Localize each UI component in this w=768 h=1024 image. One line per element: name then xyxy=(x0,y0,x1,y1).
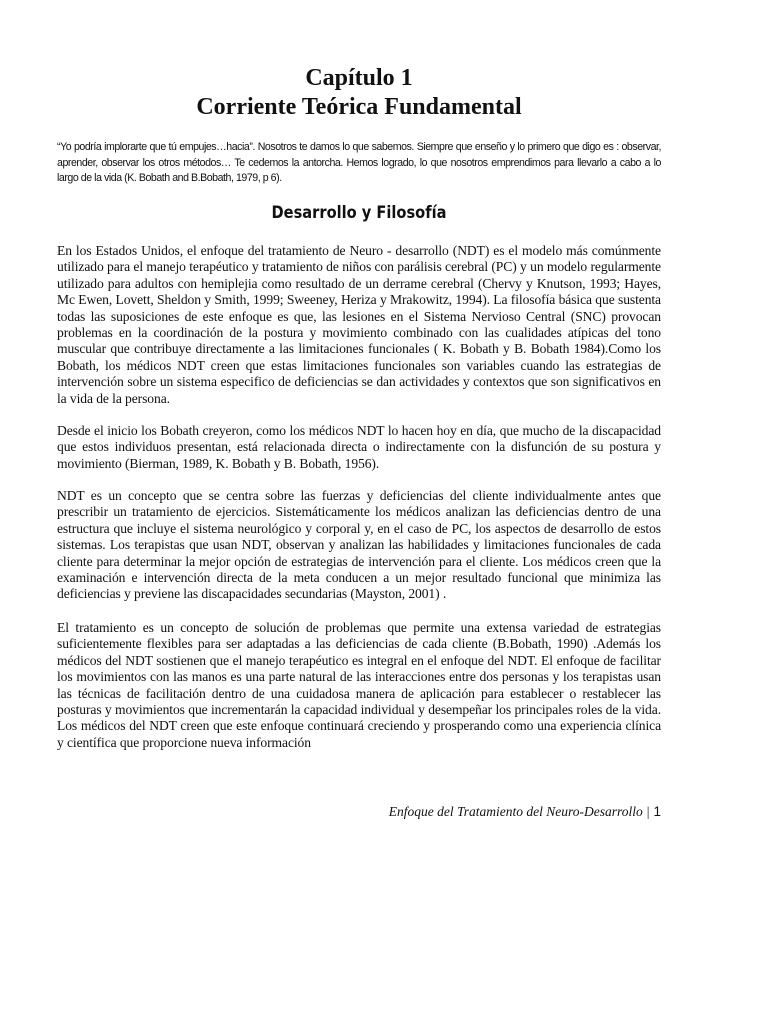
page-number: 1 xyxy=(653,804,661,819)
body-paragraph: En los Estados Unidos, el enfoque del tratamiento de Neuro - desarrollo (NDT) es el modelo más comúnmente utilizado para el manejo terapéutico y tratamiento de niños con parálisis cerebral (PC) y un modelo regularmente utilizado para adultos con hemiplejia como resultado de un derrame cerebral (Chervy y Knutson, 1993; Hayes, Mc Ewen, Lovett, Sheldon y Smith, 1999; Sweeney, Heriza y Mrakowitz, 1994). La filosofía básica que sustenta todas las suposiciones de este enfoque es que, las lesiones en el Sistema Nervioso Central (SNC) provocan problemas en la coordinación de la postura y movimiento combinado con las cualidades atípicas del tono muscular que contribuye directamente a las limitaciones funcionales ( K. Bobath y B. Bobath 1984).Como los Bobath, los médicos NDT creen que estas limitaciones funcionales son variables cuando las estrategias de intervención sobre un sistema especifico de deficiencias se dan actividades y contextos que son significativos en la vida de la persona. xyxy=(57,243,661,406)
chapter-title xyxy=(57,64,661,122)
page-footer xyxy=(389,804,661,820)
body-paragraph: El tratamiento es un concepto de solución de problemas que permite una extensa variedad de estrategias suficientemente flexibles para ser adaptadas a las deficiencias de cada cliente (B.Bobath, 1990) .Además los médicos del NDT sostienen que el manejo terapéutico es integral en el enfoque del NDT. El enfoque de facilitar los movimientos con las manos es una parte natural de las interacciones entre dos personas y los terapistas usan las técnicas de facilitación dentro de una cuidadosa manera de aplicación para establecer o restablecer las posturas y movimientos que incrementarán la capacidad individual y desempeñar los principales roles de la vida. Los médicos del NDT creen que este enfoque continuará creciendo y prosperando como una experiencia clínica y científica que proporcione nueva información xyxy=(57,620,661,750)
epigraph-quote: “Yo podría implorarte que tú empujes…hacia”. Nosotros te damos lo que sabemos. Siempre que enseño y lo primero que digo es : observar, aprender, observar los otros métodos… Te cedemos la antorcha. Hemos logrado, lo que nosotros emprendimos para llevarlo a cabo a lo largo de la vida (K. Bobath and B.Bobath, 1979, p 6). xyxy=(57,141,661,184)
section-title: Desarrollo y Filosofía xyxy=(271,203,447,223)
footer-title: Enfoque del Tratamiento del Neuro-Desarrollo xyxy=(388,804,643,819)
chapter-number: Capítulo 1 xyxy=(305,65,413,91)
footer-separator: | xyxy=(646,804,650,819)
body-paragraph: Desde el inicio los Bobath creyeron, como los médicos NDT lo hacen hoy en día, que mucho de la discapacidad que estos individuos presentan, está relacionada directa o indirectamente con la disfunción de su postura y movimiento (Bierman, 1989, K. Bobath y B. Bobath, 1956). xyxy=(57,423,661,471)
body-paragraph: NDT es un concepto que se centra sobre las fuerzas y deficiencias del cliente individualmente antes que prescribir un tratamiento de ejercicios. Sistemáticamente los médicos analizan las deficiencias dentro de una estructura que incluye el sistema neurológico y corporal y, en el caso de PC, los aspectos de desarrollo de estos sistemas. Los terapistas que usan NDT, observan y analizan las habilidades y limitaciones funcionales de cada cliente para determinar la mejor opción de estrategias de intervención para el cliente. Los médicos creen que la examinación e intervención directa de la meta conducen a un mejor resultado funcional que minimiza las deficiencias y previene las discapacidades secundarias (Mayston, 2001) . xyxy=(57,488,661,602)
chapter-name: Corriente Teórica Fundamental xyxy=(196,94,522,120)
